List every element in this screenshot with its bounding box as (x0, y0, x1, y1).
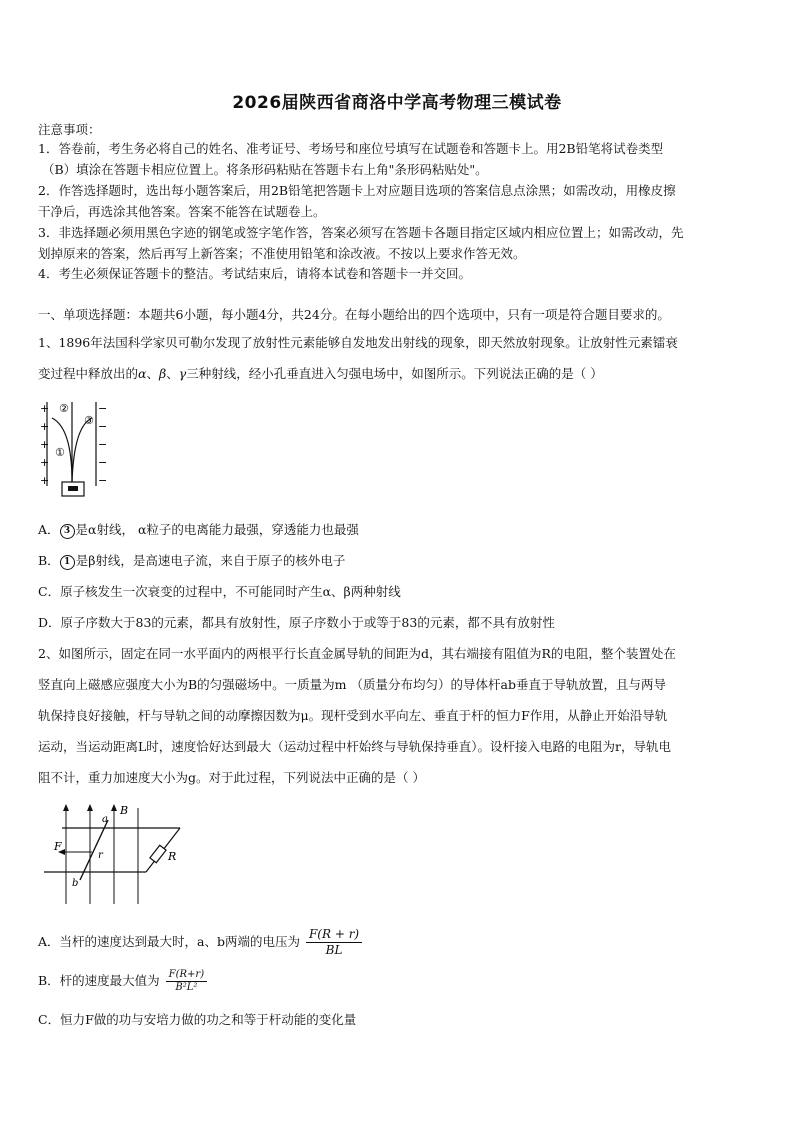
q2-option-c[interactable]: C．恒力F做的功与安培力做的功之和等于杆动能的变化量 (38, 1012, 357, 1027)
notice-heading: 注意事项： (38, 122, 101, 137)
ray-label-2: ② (59, 402, 69, 415)
q2-option-b[interactable]: B．杆的速度最大值为 $\frac{F(R+r)}{\text{B²L²}}$ (38, 966, 758, 996)
notice-line-2: （B）填涂在答题卡相应位置上。将条形码粘贴在答题卡右上角"条形码粘贴处"。 (42, 162, 488, 177)
minus-sign: − (98, 456, 108, 469)
minus-sign: − (98, 438, 108, 451)
fraction-velocity: $\frac{F(R+r)}{\text{B²L²}}$ (166, 969, 207, 994)
q1-stem-line-2: 变过程中释放出的α、β、γ三种射线，经小孔垂直进入匀强电场中，如图所示。下列说法正确的是（ ） (38, 366, 603, 381)
label-R: R (168, 850, 177, 863)
notice-line-5: 3．非选择题必须用黑色字迹的钢笔或签字笔作答，答案必须写在答题卡各题目指定区域内相应位置上；如需改动，先 (38, 225, 684, 240)
label-b: b (72, 878, 79, 889)
q1-stem-line-1: 1、1896年法国科学家贝可勒尔发现了放射性元素能够自发地发出射线的现象，即天然放射现象。让放射性元素镭衰 (38, 335, 678, 350)
q2-stem-line-2: 竖直向上磁感应强度大小为B的匀强磁场中。一质量为m （质量分布均匀）的导体杆ab垂直于导轨放置，且与两导 (38, 677, 666, 692)
notice-line-4: 干净后，再选涂其他答案。答案不能答在试题卷上。 (38, 204, 326, 219)
minus-sign: − (98, 402, 108, 415)
ray-label-3: ③ (84, 414, 94, 427)
ray-label-1: ① (55, 446, 65, 459)
circled-number-3: 3 (60, 524, 75, 539)
q1-option-a[interactable]: A． 3 是α射线， α粒子的电离能力最强，穿透能力也最强 (38, 522, 359, 537)
beta-symbol: β (158, 366, 167, 381)
plus-sign: + (40, 474, 50, 487)
plus-sign: + (40, 402, 50, 415)
label-F: F (54, 840, 62, 853)
q2-stem-line-5: 阻不计，重力加速度大小为g。对于此过程，下列说法中正确的是（ ） (38, 770, 425, 785)
fraction-voltage: $\frac{F(R + r)}{BL}$ (306, 927, 362, 958)
label-r: r (98, 850, 103, 861)
q2-option-a[interactable]: A．当杆的速度达到最大时，a、b两端的电压为 $\frac{F(R + r)}{BL}$ (38, 926, 758, 958)
label-B: B (120, 804, 129, 817)
gamma-symbol: γ (178, 366, 187, 381)
notice-line-7: 4．考生必须保证答题卡的整洁。考试结束后，请将本试卷和答题卡一并交回。 (38, 266, 471, 281)
q2-stem-line-4: 运动，当运动距离L时，速度恰好达到最大（运动过程中杆始终与导轨保持垂直）。设杆接入电路的电阻为r，导轨电 (38, 739, 672, 754)
plus-sign: + (40, 438, 50, 451)
q2-stem-line-3: 轨保持良好接触，杆与导轨之间的动摩擦因数为μ。现杆受到水平向左、垂直于杆的恒力F作用，从静止开始沿导轨 (38, 708, 668, 723)
radiation-field-figure (38, 398, 108, 500)
page-title: 2026届陕西省商洛中学高考物理三模试卷 (232, 93, 562, 113)
alpha-symbol: α (138, 366, 147, 381)
notice-line-3: 2．作答选择题时，选出每小题答案后，用2B铅笔把答题卡上对应题目选项的答案信息点涂黑；如需改动，用橡皮擦 (38, 183, 676, 198)
minus-sign: − (98, 420, 108, 433)
circled-number-1: 1 (60, 555, 75, 570)
q1-option-d[interactable]: D．原子序数大于83的元素，都具有放射性，原子序数小于或等于83的元素，都不具有放射性 (38, 615, 555, 630)
notice-line-1: 1．答卷前，考生务必将自己的姓名、准考证号、考场号和座位号填写在试题卷和答题卡上。用2B铅笔将试卷类型 (38, 141, 664, 156)
section-heading: 一、单项选择题：本题共6小题，每小题4分，共24分。在每小题给出的四个选项中，只有一项是符合题目要求的。 (38, 307, 670, 322)
minus-sign: − (98, 474, 108, 487)
plus-sign: + (40, 420, 50, 433)
q2-stem-line-1: 2、如图所示，固定在同一水平面内的两根平行长直金属导轨的间距为d，其右端接有阻值为R的电阻，整个装置处在 (38, 646, 676, 661)
plus-sign: + (40, 456, 50, 469)
notice-line-6: 划掉原来的答案，然后再写上新答案；不准使用铅笔和涂改液。不按以上要求作答无效。 (38, 246, 526, 261)
q1-option-b[interactable]: B． 1 是β射线，是高速电子流，来自于原子的核外电子 (38, 553, 346, 568)
q1-option-c[interactable]: C．原子核发生一次衰变的过程中，不可能同时产生α、β两种射线 (38, 584, 401, 599)
rail-circuit-figure (40, 800, 200, 910)
label-a: a (102, 814, 108, 825)
